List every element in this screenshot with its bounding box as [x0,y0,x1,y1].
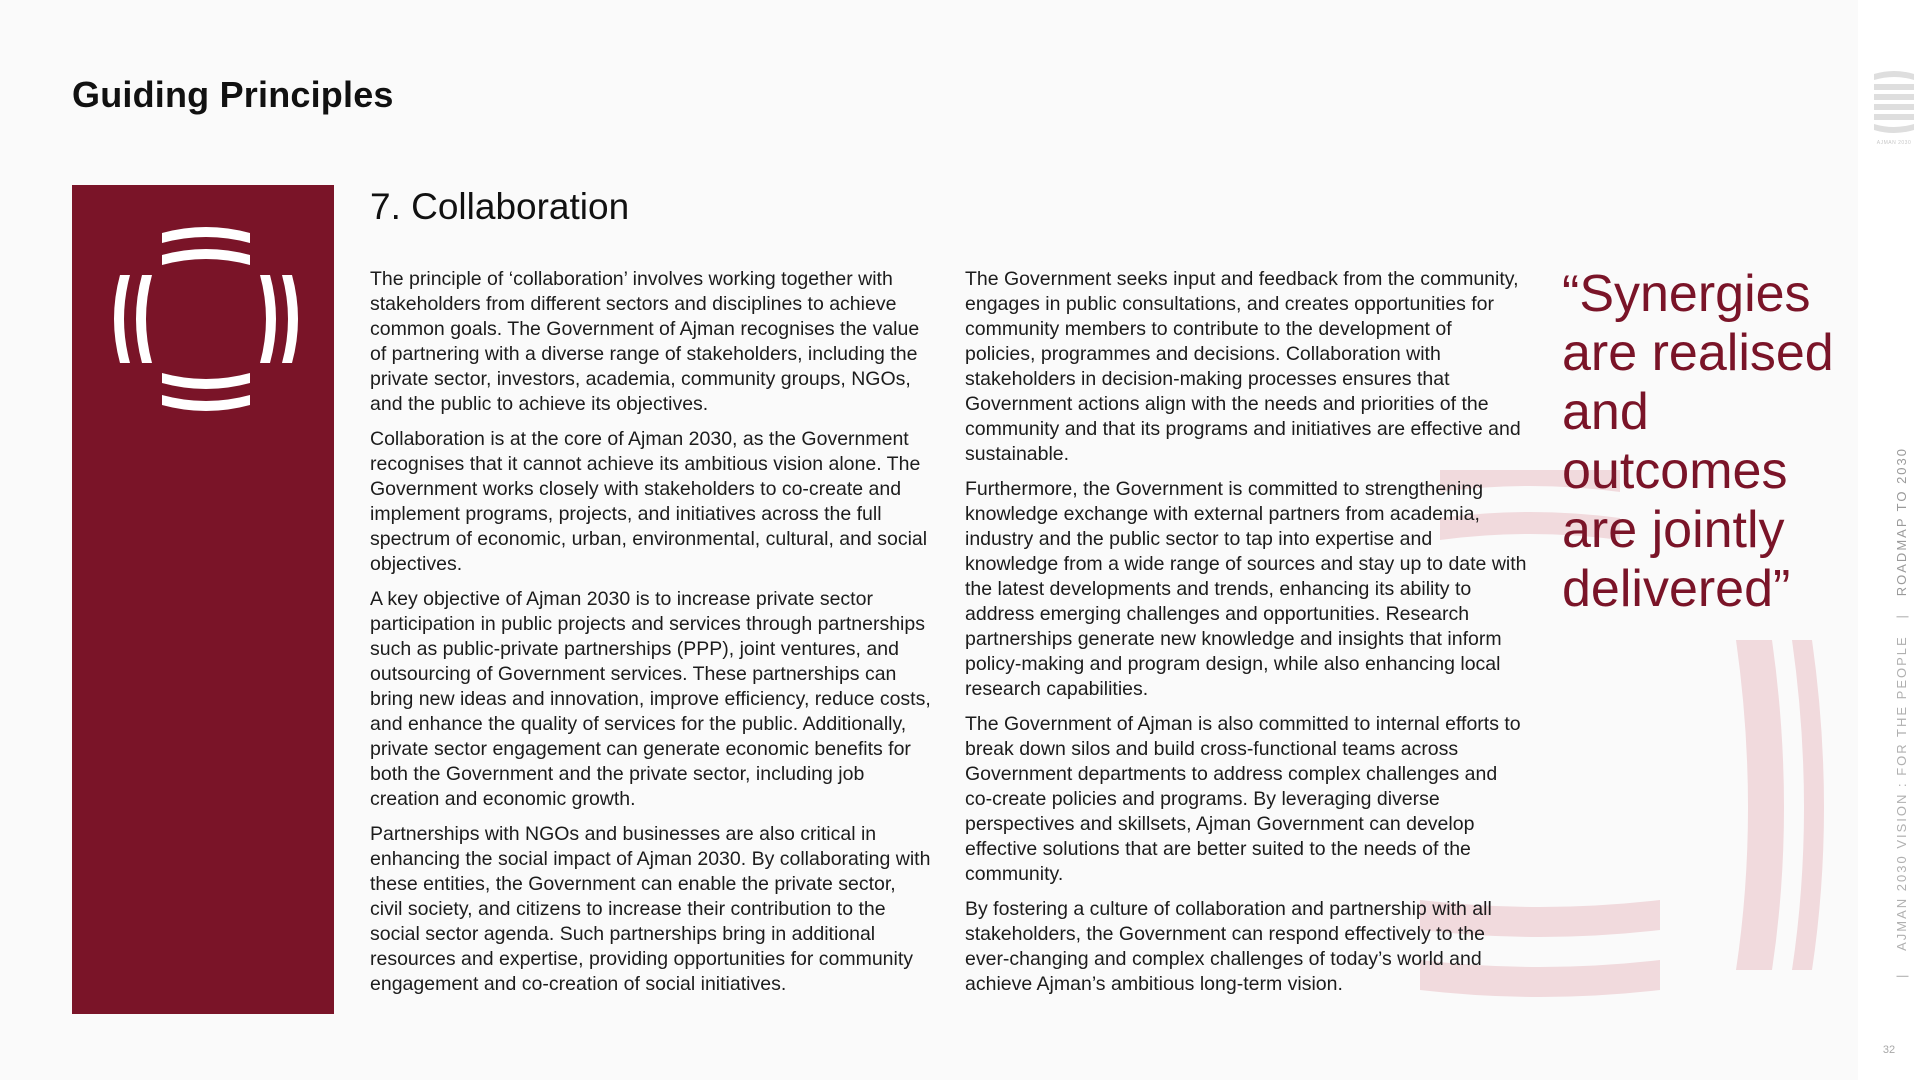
pull-quote: “Synergies are realised and outcomes are jointly delivered” [1562,265,1834,618]
sidebar [1858,0,1920,1080]
paragraph: Collaboration is at the core of Ajman 2030, as the Government recognises that it cannot achieve its ambitious vision alone. The Government works closely with stakeholders to co-create and implement programs, projects, and initiatives across the full spectrum of economic, urban, environmental, cultural, and social objectives. [370,428,928,575]
paragraph: A key objective of Ajman 2030 is to increase private sector participation in public projects and services through partnerships such as public-private partnerships (PPP), joint ventures, and outsourcing of Government services. These partnerships can bring new ideas and innovation, improve efficiency, reduce costs, and enhance the quality of services for the public. Additionally, private sector engagement can generate economic benefits for both the Government and the private sector, including job creation and economic growth. [370,588,931,810]
vertical-footer-label [1894,447,1909,978]
vertical-label-sep: | [1894,972,1909,978]
section-title: 7. Collaboration [370,186,630,227]
text-column-left [370,267,932,1007]
collaboration-bracket-icon [106,219,306,419]
paragraph: The principle of ‘collaboration’ involves working together with stakeholders from different sectors and disciplines to achieve common goals. The Government of Ajman recognises the value of partnering with a diverse range of stakeholders, including the private sector, investors, academia, community groups, NGOs, and the public to achieve its objectives. [370,268,920,415]
paragraph: The Government of Ajman is also committed to internal efforts to break down silos and build cross-functional teams across Government departments to address complex challenges and co-create policies and programs. By leveraging diverse perspectives and skillsets, Ajman Government can develop effective solutions that are better suited to the needs of the community. [965,713,1521,885]
paragraph: By fostering a culture of collaboration and partnership with all stakeholders, the Government can respond effectively to the ever-changing and complex challenges of today’s world and achieve Ajman’s ambitious long-term vision. [965,898,1492,995]
ajman-2030-logo-icon [1872,70,1916,150]
paragraph: Furthermore, the Government is committed to strengthening knowledge exchange with external partners from academia, industry and the public sector to tap into expertise and knowledge from a wide range of sources and stay up to date with the latest developments and trends, enhancing its ability to address emerging challenges and opportunities. Research partnerships generate new knowledge and insights that inform policy-making and program design, while also enhancing local research capabilities. [965,478,1527,700]
vertical-label-sep: | [1894,613,1909,619]
text-column-middle [965,267,1527,1007]
vertical-label-main: AJMAN 2030 VISION : FOR THE PEOPLE [1894,635,1909,951]
paragraph: Partnerships with NGOs and businesses are also critical in enhancing the social impact of Ajman 2030. By collaborating with these entities, the Government can enable the private sector, civil society, and citizens to increase their contribution to the social sector agenda. Such partnerships bring in additional resources and expertise, providing opportunities for community engagement and co-creation of social initiatives. [370,823,931,995]
page-title: Guiding Principles [72,74,394,115]
logo-caption: AJMAN 2030 [1876,140,1912,146]
section-image-panel [72,185,334,1014]
vertical-label-strong: ROADMAP TO 2030 [1894,447,1909,597]
paragraph: The Government seeks input and feedback from the community, engages in public consultations, and creates opportunities for community members to contribute to the development of policies, programmes and decisions. Collaboration with stakeholders in decision-making processes ensures that Government actions align with the needs and priorities of the community and that its programs and initiatives are effective and sustainable. [965,268,1521,465]
page-number: 32 [1882,1044,1896,1056]
